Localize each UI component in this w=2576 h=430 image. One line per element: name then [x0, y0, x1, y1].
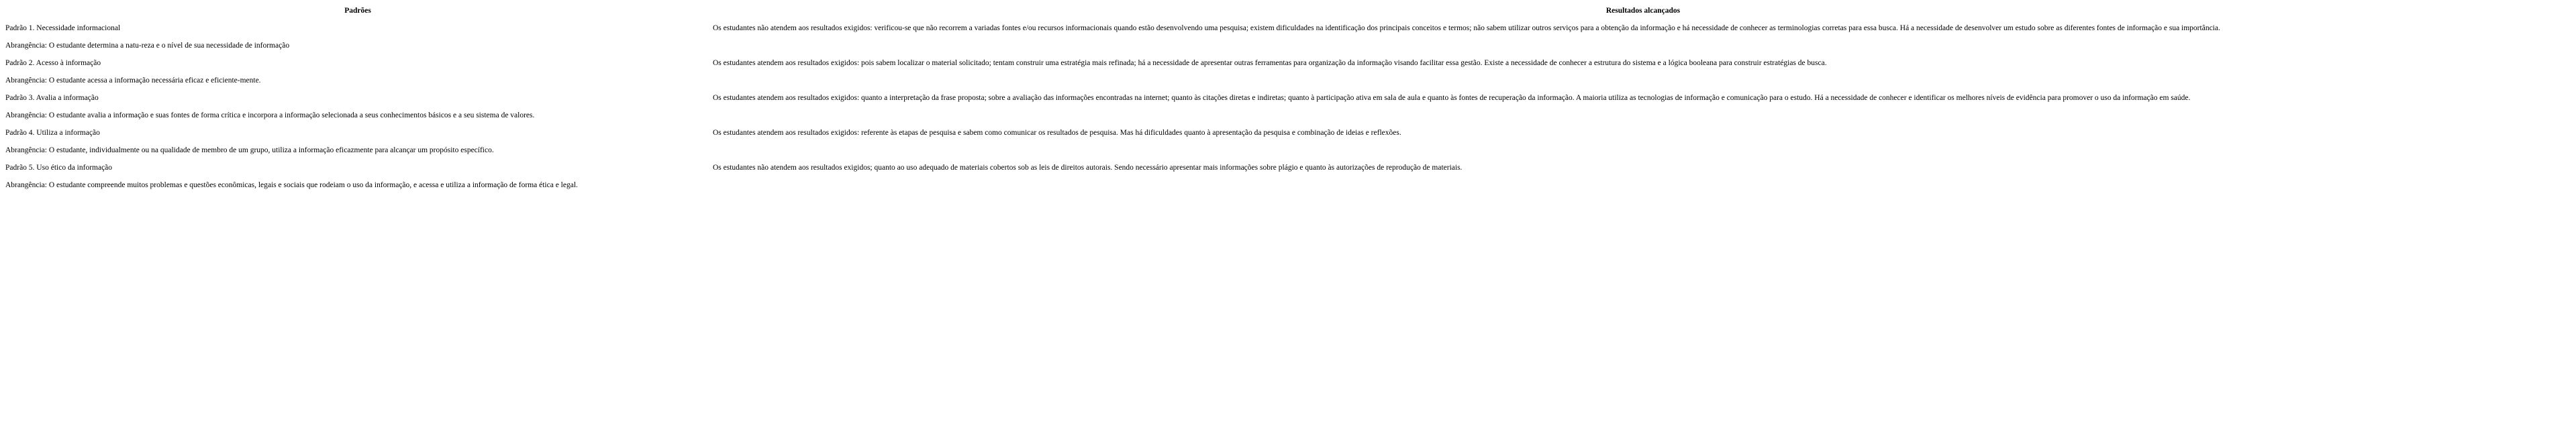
empty-cell: [711, 72, 2575, 89]
standard-name: Padrão 4. Utiliza a informação: [5, 129, 100, 137]
standard-scope: Abrangência: O estudante acessa a informação necessária eficaz e eficiente-mente.: [5, 76, 261, 85]
result-text: Os estudantes não atendem aos resultados exigidos; quanto ao uso adequado de materiais cobertos sob as leis de direitos autorais. Sendo necessário apresentar mais informações sobre plágio e quanto às autorizações de reprodução de materiais.: [713, 164, 1463, 172]
table-row: [4, 37, 2575, 54]
empty-cell: [711, 142, 2575, 159]
header-standards: Padrões: [344, 7, 371, 15]
table-row: [4, 159, 2575, 176]
table-row: [4, 72, 2575, 89]
header-row: [4, 5, 2575, 19]
empty-cell: [711, 37, 2575, 54]
table-row: [4, 89, 2575, 107]
standard-scope: Abrangência: O estudante determina a natu-reza e o nível de sua necessidade de informação: [5, 42, 290, 50]
standard-scope: Abrangência: O estudante compreende muitos problemas e questões econômicas, legais e sociais que rodeiam o uso da informação, e acessa e utiliza a informação de forma ética e legal.: [5, 181, 578, 189]
standard-name: Padrão 5. Uso ético da informação: [5, 164, 113, 172]
standard-name: Padrão 2. Acesso à informação: [5, 59, 101, 67]
result-text: Os estudantes atendem aos resultados exigidos: referente às etapas de pesquisa e sabem como comunicar os resultados de pesquisa. Mas há dificuldades quanto à apresentação da pesquisa e combinação de ideias e reflexões.: [713, 129, 1401, 137]
empty-cell: [711, 176, 2575, 194]
standards-results-table: [4, 5, 2575, 194]
standard-name: Padrão 1. Necessidade informacional: [5, 24, 121, 32]
header-results: Resultados alcançados: [1605, 7, 1681, 15]
table-row: [4, 54, 2575, 72]
table-row: [4, 176, 2575, 194]
table-row: [4, 19, 2575, 37]
standard-scope: Abrangência: O estudante avalia a informação e suas fontes de forma crítica e incorpora a informação selecionada a seus conhecimentos básicos e a seu sistema de valores.: [5, 111, 535, 119]
table-row: [4, 142, 2575, 159]
table-row: [4, 124, 2575, 142]
standard-name: Padrão 3. Avalia a informação: [5, 94, 99, 102]
result-text: Os estudantes não atendem aos resultados exigidos: verificou-se que não recorrem a variadas fontes e/ou recursos informacionais quando estão desenvolvendo uma pesquisa; existem dificuldades na identificação dos principais conceitos e termos; não sabem utilizar outros serviços para a obtenção da informação e há necessidade de conhecer as terminologias corretas para essa busca. Há a necessidade de desenvolver um estudo sobre as diferentes fontes de informação e sua importância.: [713, 24, 2220, 32]
standard-scope: Abrangência: O estudante, individualmente ou na qualidade de membro de um grupo, utiliza a informação eficazmente para alcançar um propósito específico.: [5, 146, 494, 154]
table-row: [4, 107, 2575, 124]
result-text: Os estudantes atendem aos resultados exigidos: quanto a interpretação da frase proposta; sobre a avaliação das informações encontradas na internet; quanto às citações diretas e indiretas; quanto à participação ativa em sala de aula e quanto às fontes de recuperação da informação. A maioria utiliza as tecnologias de informação e comunicação para o estudo. Há a necessidade de conhecer e identificar os melhores níveis de evidência para promover o uso da informação em saúde.: [713, 94, 2191, 102]
empty-cell: [711, 107, 2575, 124]
result-text: Os estudantes atendem aos resultados exigidos: pois sabem localizar o material solicitado; tentam construir uma estratégia mais refinada; há a necessidade de apresentar outras ferramentas para organização da informação visando facilitar essa gestão. Existe a necessidade de conhecer a estrutura do sistema e a lógica booleana para construir estratégias de busca.: [713, 59, 1827, 67]
